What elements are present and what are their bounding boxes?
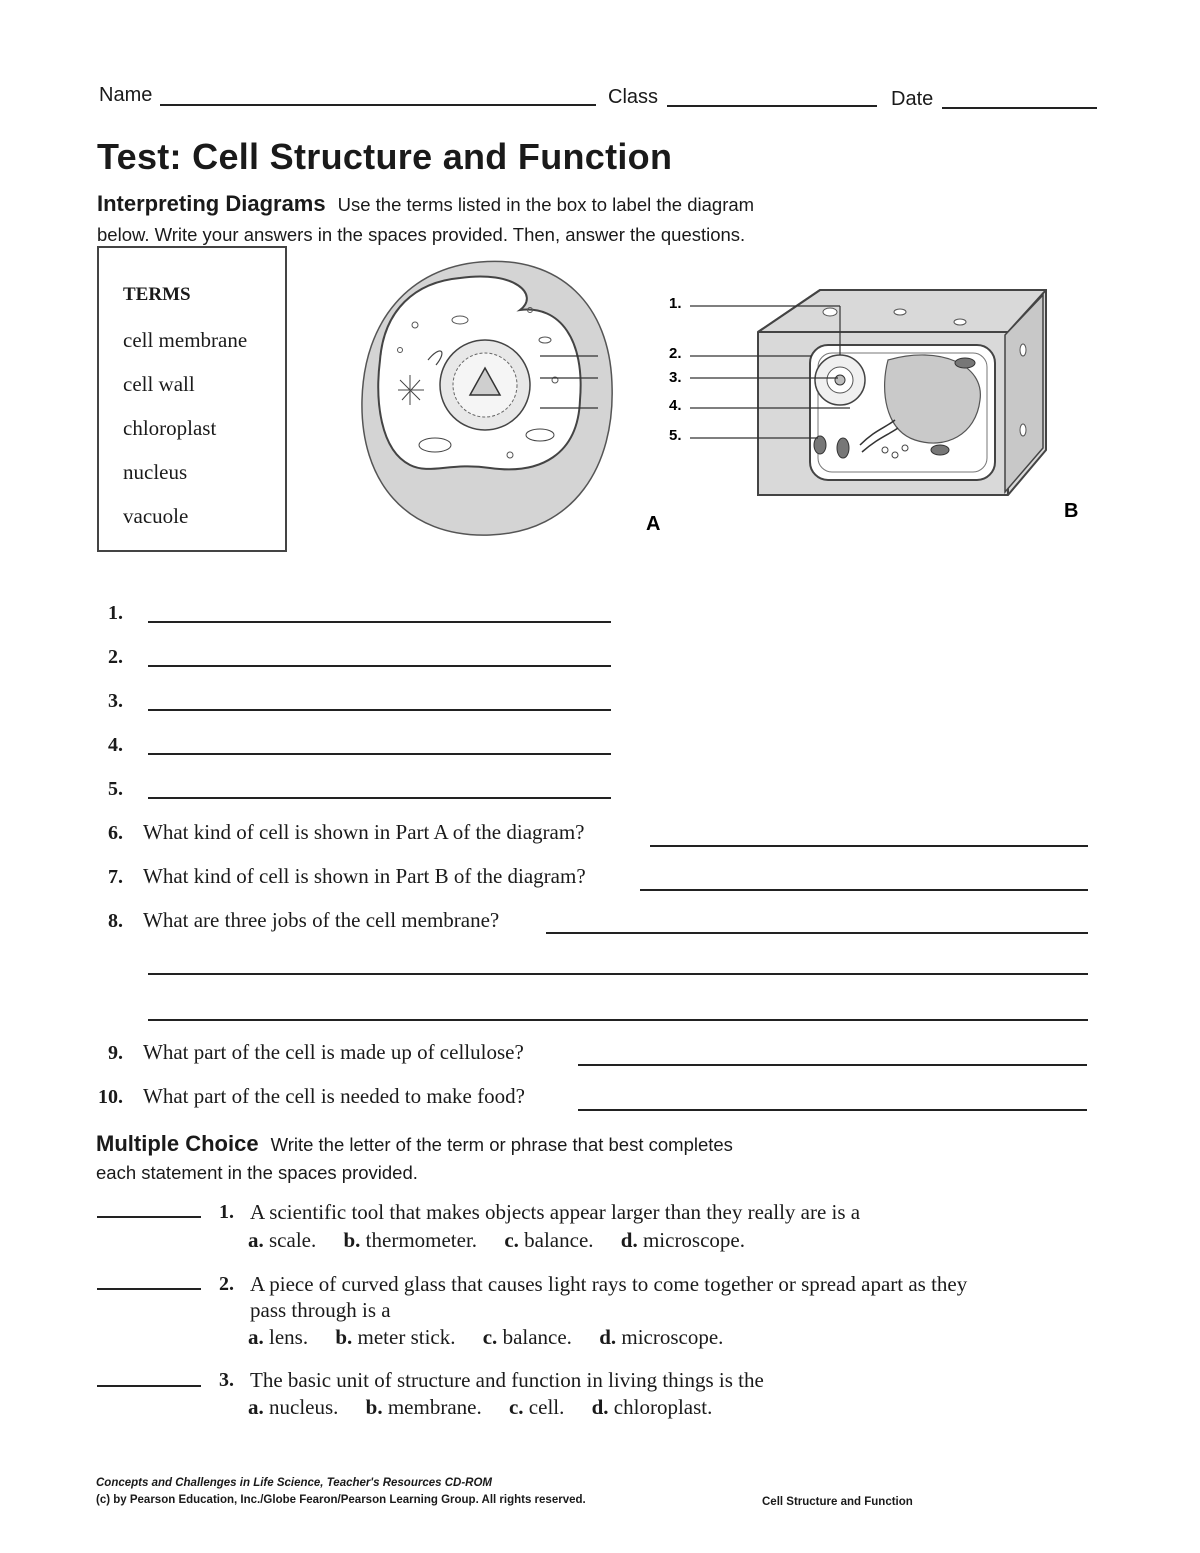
callout-5: 5. bbox=[669, 427, 682, 444]
question-text: What kind of cell is shown in Part A of the diagram? bbox=[143, 820, 585, 844]
mc-3-answer-blank[interactable] bbox=[97, 1385, 201, 1387]
option-text: microscope. bbox=[621, 1325, 724, 1349]
class-label: Class bbox=[608, 86, 659, 108]
interpreting-line1: Use the terms listed in the box to label the diagram bbox=[337, 194, 755, 215]
term-item: nucleus bbox=[123, 460, 188, 484]
class-field[interactable] bbox=[667, 105, 877, 107]
terms-box bbox=[97, 246, 287, 552]
term-item: cell wall bbox=[123, 372, 195, 396]
option-letter: c. bbox=[504, 1228, 519, 1252]
question-number: 7. bbox=[108, 866, 123, 888]
answer-number: 5. bbox=[108, 778, 123, 800]
answer-line-4[interactable] bbox=[148, 753, 611, 755]
question-number: 8. bbox=[108, 910, 123, 932]
date-field[interactable] bbox=[942, 107, 1097, 109]
option-text: nucleus. bbox=[269, 1395, 339, 1419]
answer-number: 3. bbox=[108, 690, 123, 712]
name-field[interactable] bbox=[160, 104, 596, 106]
option-letter: a. bbox=[248, 1395, 264, 1419]
option-letter: d. bbox=[599, 1325, 617, 1349]
option-text: scale. bbox=[269, 1228, 317, 1252]
option-text: balance. bbox=[524, 1228, 594, 1252]
term-item: cell membrane bbox=[123, 328, 248, 352]
option-letter: c. bbox=[482, 1325, 498, 1349]
option-letter: d. bbox=[620, 1228, 638, 1252]
term-item: vacuole bbox=[123, 504, 189, 528]
question-number: 6. bbox=[108, 822, 123, 844]
option-letter: a. bbox=[248, 1228, 264, 1252]
interpreting-heading: Interpreting Diagrams bbox=[97, 191, 326, 216]
mc-heading: Multiple Choice bbox=[96, 1131, 259, 1156]
name-label: Name bbox=[99, 84, 153, 106]
question-number: 10. bbox=[98, 1086, 123, 1108]
mc-options bbox=[248, 1228, 745, 1253]
question-6-answer-line[interactable] bbox=[650, 845, 1088, 847]
callout-4: 4. bbox=[669, 397, 682, 414]
question-9-answer-line[interactable] bbox=[578, 1064, 1087, 1066]
question-8-answer-line[interactable] bbox=[546, 932, 1088, 934]
diagram-label-a: A bbox=[646, 513, 661, 535]
option-text: lens. bbox=[269, 1325, 309, 1349]
answer-line-3[interactable] bbox=[148, 709, 611, 711]
answer-number: 2. bbox=[108, 646, 123, 668]
mc-instructions bbox=[96, 1131, 733, 1157]
cell-diagram bbox=[340, 250, 1080, 550]
mc-options bbox=[248, 1395, 712, 1420]
plant-cell-illustration bbox=[758, 290, 1046, 495]
question-text: What part of the cell is made up of cellulose? bbox=[143, 1040, 524, 1064]
option-text: cell. bbox=[528, 1395, 565, 1419]
option-letter: b. bbox=[343, 1228, 361, 1252]
interpreting-instructions bbox=[97, 191, 754, 217]
option-text: microscope. bbox=[642, 1228, 745, 1252]
question-10-answer-line[interactable] bbox=[578, 1109, 1087, 1111]
footer-copyright: (c) by Pearson Education, Inc./Globe Fearon/Pearson Learning Group. All rights reserved. bbox=[96, 1494, 586, 1506]
mc-line2: each statement in the spaces provided. bbox=[96, 1162, 418, 1183]
footer-source: Concepts and Challenges in Life Science, Teacher's Resources CD-ROM bbox=[96, 1477, 492, 1489]
answer-number: 4. bbox=[108, 734, 123, 756]
page-title: Test: Cell Structure and Function bbox=[97, 136, 673, 177]
mc-number: 1. bbox=[219, 1201, 234, 1223]
option-letter: d. bbox=[591, 1395, 609, 1419]
option-letter: a. bbox=[248, 1325, 264, 1349]
answer-line-2[interactable] bbox=[148, 665, 611, 667]
option-text: chloroplast. bbox=[613, 1395, 713, 1419]
question-8-answer-line[interactable] bbox=[148, 973, 1088, 975]
callout-1: 1. bbox=[669, 295, 682, 312]
option-letter: b. bbox=[335, 1325, 353, 1349]
question-text: What are three jobs of the cell membrane? bbox=[143, 908, 500, 932]
mc-options bbox=[248, 1325, 723, 1350]
mc-stem: A piece of curved glass that causes light rays to come together or spread apart as they bbox=[250, 1272, 968, 1296]
animal-cell-illustration bbox=[362, 261, 612, 535]
answer-number: 1. bbox=[108, 602, 123, 624]
callout-2: 2. bbox=[669, 345, 682, 362]
terms-title: TERMS bbox=[123, 284, 191, 305]
option-letter: b. bbox=[365, 1395, 383, 1419]
question-number: 9. bbox=[108, 1042, 123, 1064]
date-label: Date bbox=[891, 88, 934, 110]
mc-stem-continued: pass through is a bbox=[250, 1298, 391, 1322]
term-item: chloroplast bbox=[123, 416, 217, 440]
mc-line1: Write the letter of the term or phrase that best completes bbox=[270, 1134, 733, 1155]
question-text: What kind of cell is shown in Part B of the diagram? bbox=[143, 864, 586, 888]
mc-stem: The basic unit of structure and function in living things is the bbox=[250, 1368, 764, 1392]
footer-section-title: Cell Structure and Function bbox=[762, 1496, 913, 1508]
mc-number: 2. bbox=[219, 1273, 234, 1295]
interpreting-line2: below. Write your answers in the spaces provided. Then, answer the questions. bbox=[97, 224, 746, 245]
option-text: meter stick. bbox=[357, 1325, 456, 1349]
question-7-answer-line[interactable] bbox=[640, 889, 1088, 891]
mc-1-answer-blank[interactable] bbox=[97, 1216, 201, 1218]
diagram-label-b: B bbox=[1064, 500, 1079, 522]
callout-3: 3. bbox=[669, 369, 682, 386]
option-text: membrane. bbox=[387, 1395, 482, 1419]
mc-2-answer-blank[interactable] bbox=[97, 1288, 201, 1290]
option-letter: c. bbox=[508, 1395, 524, 1419]
option-text: thermometer. bbox=[365, 1228, 478, 1252]
question-8-answer-line[interactable] bbox=[148, 1019, 1088, 1021]
mc-stem: A scientific tool that makes objects appear larger than they really are is a bbox=[250, 1200, 861, 1224]
answer-line-1[interactable] bbox=[148, 621, 611, 623]
option-text: balance. bbox=[502, 1325, 572, 1349]
question-text: What part of the cell is needed to make food? bbox=[143, 1084, 525, 1108]
mc-number: 3. bbox=[219, 1369, 234, 1391]
answer-line-5[interactable] bbox=[148, 797, 611, 799]
